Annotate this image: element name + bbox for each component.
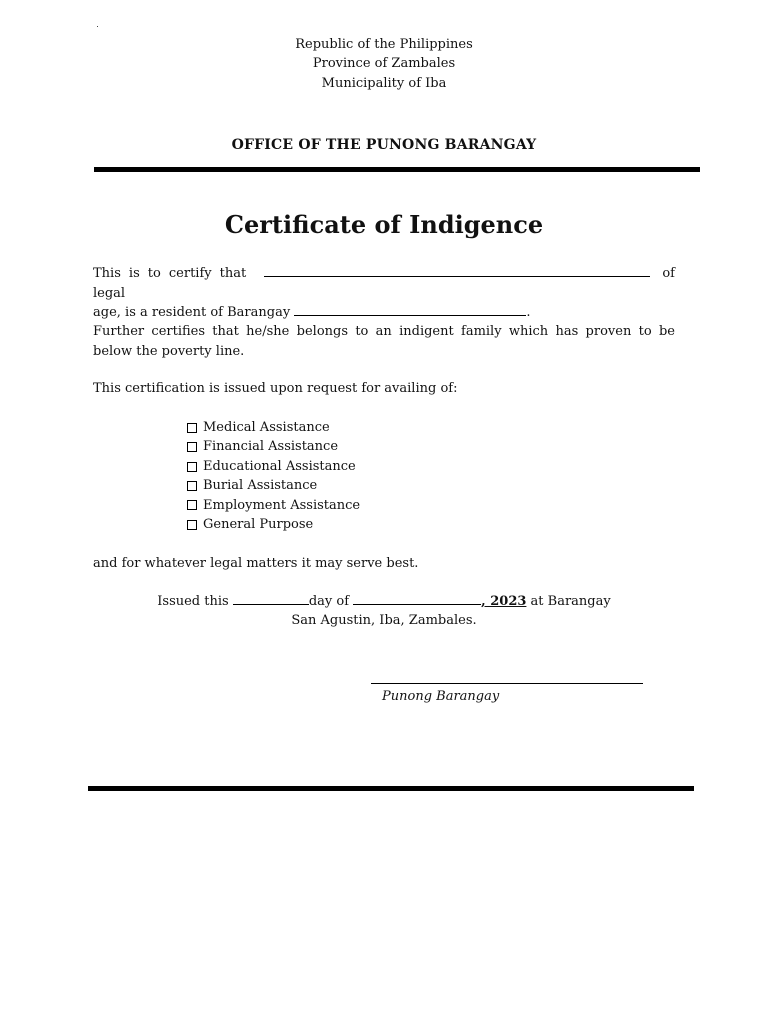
- signature-label: Punong Barangay: [382, 689, 500, 704]
- issued-day-word: day of: [308, 594, 350, 609]
- checkbox-icon[interactable]: [187, 423, 197, 433]
- option-label: Medical Assistance: [203, 420, 330, 435]
- issued-line: [0, 592, 768, 611]
- month-blank: [353, 592, 481, 605]
- header-province: Province of Zambales: [312, 56, 456, 71]
- day-blank: [233, 592, 309, 605]
- office-heading: OFFICE OF THE PUNONG BARANGAY: [231, 137, 537, 153]
- option-educational[interactable]: [187, 457, 360, 476]
- checkbox-icon[interactable]: [187, 462, 197, 472]
- issued-year: , 2023: [481, 594, 527, 609]
- issued-suffix: at Barangay: [530, 594, 611, 609]
- checkbox-icon[interactable]: [187, 442, 197, 452]
- barangay-blank: [294, 303, 526, 316]
- issued-location: San Agustin, Iba, Zambales.: [291, 613, 477, 628]
- checkbox-icon[interactable]: [187, 520, 197, 530]
- certificate-title: Certificate of Indigence: [224, 210, 544, 239]
- further-paragraph: Further certifies that he/she belongs to an indigent family which has proven to be below the poverty line.: [93, 324, 675, 359]
- option-employment[interactable]: [187, 496, 360, 515]
- certify-suffix: of legal: [93, 266, 675, 301]
- option-label: Financial Assistance: [203, 439, 339, 455]
- stray-mark: [97, 26, 98, 27]
- header-country: Republic of the Philippines: [295, 37, 473, 52]
- top-rule: [94, 167, 700, 172]
- request-paragraph: This certification is issued upon request for availing of:: [93, 381, 458, 396]
- option-burial[interactable]: [187, 476, 360, 495]
- checkbox-icon[interactable]: [187, 500, 197, 510]
- checkbox-icon[interactable]: [187, 481, 197, 491]
- certify-paragraph: [93, 264, 675, 323]
- option-label: Employment Assistance: [203, 497, 361, 513]
- option-financial[interactable]: [187, 437, 360, 456]
- signature-line: [371, 683, 643, 684]
- option-label: Educational Assistance: [203, 458, 356, 474]
- name-blank: [264, 264, 650, 277]
- option-medical[interactable]: [187, 418, 360, 437]
- issued-prefix: Issued this: [157, 594, 229, 609]
- resident-prefix: age, is a resident of Barangay: [93, 305, 291, 320]
- option-label: General Purpose: [203, 517, 314, 533]
- option-general[interactable]: [187, 515, 360, 534]
- certify-prefix: This is to certify that: [93, 266, 247, 281]
- closing-paragraph: and for whatever legal matters it may serve best.: [93, 556, 419, 571]
- resident-suffix: .: [526, 305, 531, 320]
- option-label: Burial Assistance: [203, 478, 318, 494]
- assistance-checklist: [187, 418, 360, 534]
- header-municipality: Municipality of Iba: [321, 76, 447, 91]
- bottom-rule: [88, 786, 694, 791]
